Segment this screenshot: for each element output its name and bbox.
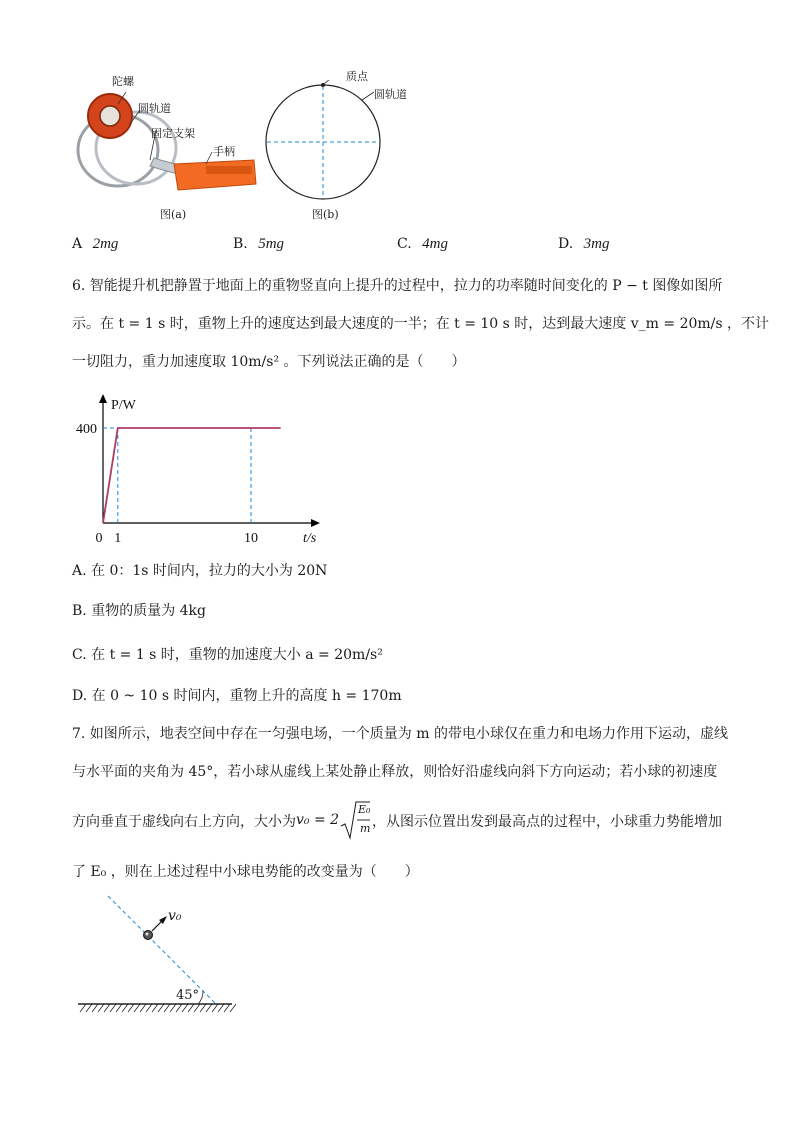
q5-option-a: A 2mg (72, 236, 119, 252)
hatch-line (128, 1004, 134, 1012)
caption-b: 图(b) (312, 208, 339, 221)
hatch-line (116, 1004, 122, 1012)
hatch-line (98, 1004, 104, 1012)
hatch-line (80, 1004, 86, 1012)
v0-formula (296, 800, 374, 840)
q6-line-3: 一切阻力，重力加速度取 10m/s² 。下列说法正确的是（ ） (72, 354, 466, 370)
q5-option-c: C. 4mg (397, 236, 448, 252)
q7-line-1: 7. 如图所示，地表空间中存在一匀强电场，一个质量为 m 的带电小球仅在重力和电场力作用下运动，虚线 (72, 726, 728, 742)
figure-b-drawing (262, 80, 387, 205)
hatch-line (86, 1004, 92, 1012)
figure-b (262, 80, 387, 205)
hatch-line (224, 1004, 230, 1012)
q7-line-3-post: ，从图示位置出发到最高点的过程中，小球重力势能增加 (372, 814, 722, 830)
x-tick-label-1: 1 (114, 531, 122, 546)
frac-numerator: E₀ (358, 803, 371, 816)
q7-figure-svg (72, 892, 242, 1018)
hatch-line (134, 1004, 140, 1012)
q6-line-1: 6. 智能提升机把静置于地面上的重物竖直向上提升的过程中，拉力的功率随时间变化的 P − t 图像如图所 (72, 278, 723, 294)
hatch-line (212, 1004, 218, 1012)
q6-option-d: D. 在 0 ~ 10 s 时间内，重物上升的高度 h = 170m (72, 688, 402, 704)
angle-label: 45° (176, 988, 200, 1003)
q7-figure (72, 892, 242, 1018)
label-circular-track-a: 圆轨道 (138, 102, 171, 115)
q5-option-d: D. 3mg (558, 236, 610, 252)
figure-a (66, 70, 266, 220)
pt-chart-svg (70, 390, 330, 550)
v0-lhs: v₀ = 2 (296, 812, 340, 828)
y-tick-label-400: 400 (76, 422, 97, 437)
q7-line-4: 了 E₀ ，则在上述过程中小球电势能的改变量为（ ） (72, 864, 419, 880)
label-particle: 质点 (346, 70, 368, 83)
hatch-line (104, 1004, 110, 1012)
hatch-line (206, 1004, 212, 1012)
hatch-line (158, 1004, 164, 1012)
hatch-line (122, 1004, 128, 1012)
hatch-line (218, 1004, 224, 1012)
power-series-line (103, 428, 281, 523)
hatch-line (188, 1004, 194, 1012)
hatch-line (176, 1004, 182, 1012)
q6-option-b: B. 重物的质量为 4kg (72, 603, 206, 619)
q6-option-a: A. 在 0：1s 时间内，拉力的大小为 20N (72, 563, 328, 579)
caption-a: 图(a) (160, 208, 187, 221)
figure-a-drawing (66, 70, 266, 220)
hatch-line (200, 1004, 206, 1012)
hatch-line (110, 1004, 116, 1012)
label-circular-track-b: 圆轨道 (374, 88, 407, 101)
pt-chart (70, 390, 330, 550)
v0-label: v₀ (168, 908, 182, 924)
hatch-line (164, 1004, 170, 1012)
hatch-line (230, 1004, 236, 1012)
y-axis-arrow (99, 394, 107, 403)
x-axis-arrow (311, 519, 320, 527)
label-handle: 手柄 (213, 145, 235, 158)
y-axis-label: P/W (111, 398, 136, 413)
q5-option-b: B. 5mg (233, 236, 285, 252)
q6-option-c: C. 在 t = 1 s 时，重物的加速度大小 a = 20m/s² (72, 647, 383, 663)
q7-line-2: 与水平面的夹角为 45°，若小球从虚线上某处静止释放，则恰好沿虚线向斜下方向运动；若小球的初速度 (72, 764, 718, 780)
hatch-line (170, 1004, 176, 1012)
x-tick-label-0: 0 (95, 531, 103, 546)
hatch-line (140, 1004, 146, 1012)
q6-line-2: 示。在 t = 1 s 时，重物上升的速度达到最大速度的一半；在 t = 10 s 时，达到最大速度 v_m = 20m/s ，不计 (72, 316, 770, 332)
hatch-line (146, 1004, 152, 1012)
x-tick-label-10: 10 (244, 531, 258, 546)
label-fixed-bracket: 固定支架 (151, 127, 195, 140)
hatch-line (182, 1004, 188, 1012)
q7-line-3-pre: 方向垂直于虚线向右上方向，大小为 (72, 814, 296, 830)
hatch-line (194, 1004, 200, 1012)
hatch-line (92, 1004, 98, 1012)
x-axis-label: t/s (303, 531, 317, 546)
frac-denominator: m (360, 822, 371, 835)
label-gyro: 陀螺 (112, 75, 134, 88)
handle-shape (174, 160, 256, 190)
ground-hatching (80, 1004, 236, 1012)
dashed-line-45 (108, 896, 216, 1004)
hatch-line (152, 1004, 158, 1012)
